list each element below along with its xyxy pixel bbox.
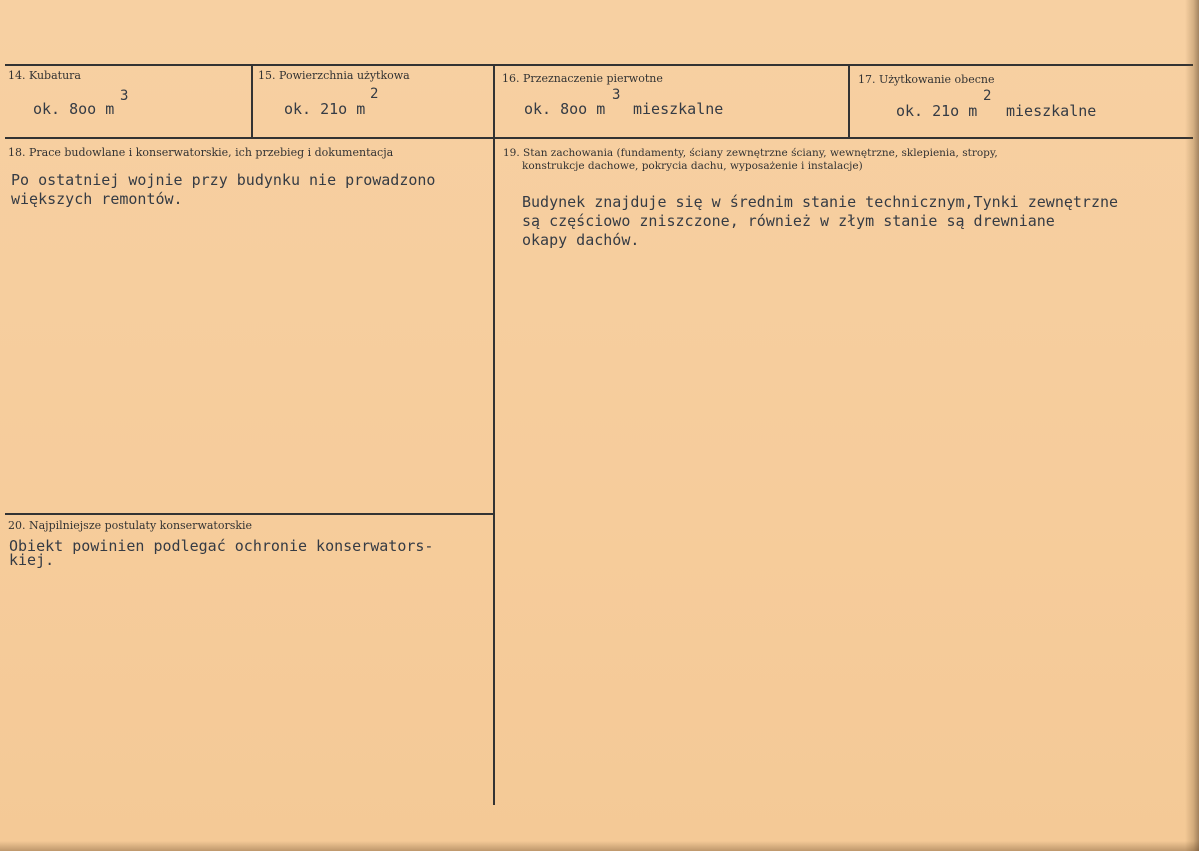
section-divider bbox=[5, 513, 493, 515]
field-19-line-1: Budynek znajduje się w średnim stanie technicznym,Tynki zewnętrzne bbox=[522, 193, 1119, 211]
field-19-line-3: okapy dachów. bbox=[522, 231, 640, 249]
field-20-line-1: Obiekt powinien podlegać ochronie konserwators- bbox=[9, 537, 434, 555]
row-divider bbox=[5, 137, 1193, 139]
field-19-label-1: 19. Stan zachowania (fundamenty, ściany zewnętrzne ściany, wewnętrzne, sklepienia, stropy, bbox=[503, 147, 998, 159]
field-14-label: 14. Kubatura bbox=[8, 69, 81, 82]
field-18-line-1: Po ostatniej wojnie przy budynku nie prowadzono bbox=[11, 171, 436, 189]
field-16-purpose: mieszkalne bbox=[633, 100, 724, 118]
field-15-sup: 2 bbox=[370, 86, 379, 102]
col-divider-2 bbox=[493, 65, 495, 805]
card-bottom-shadow bbox=[0, 841, 1199, 851]
field-15-label: 15. Powierzchnia użytkowa bbox=[258, 69, 410, 82]
field-17-value: ok. 21o m bbox=[896, 102, 978, 120]
field-20-line-2: kiej. bbox=[9, 551, 55, 569]
field-16-value: ok. 8oo m bbox=[524, 100, 606, 118]
field-17-label: 17. Użytkowanie obecne bbox=[858, 73, 995, 86]
field-16-sup: 3 bbox=[612, 87, 621, 103]
field-14-sup: 3 bbox=[120, 88, 129, 104]
field-19-label-2: konstrukcje dachowe, pokrycia dachu, wyposażenie i instalacje) bbox=[522, 160, 863, 172]
col-divider-3 bbox=[848, 65, 850, 138]
col-divider-1 bbox=[251, 65, 253, 138]
top-rule bbox=[5, 64, 1193, 66]
field-18-label: 18. Prace budowlane i konserwatorskie, ich przebieg i dokumentacja bbox=[8, 146, 394, 159]
field-17-use: mieszkalne bbox=[1006, 102, 1097, 120]
field-14-value: ok. 8oo m bbox=[33, 100, 115, 118]
field-16-label: 16. Przeznaczenie pierwotne bbox=[502, 72, 663, 85]
field-17-sup: 2 bbox=[983, 88, 992, 104]
card-edge-shadow bbox=[1185, 0, 1199, 851]
field-19-line-2: są częściowo zniszczone, również w złym stanie są drewniane bbox=[522, 212, 1055, 230]
field-15-value: ok. 21o m bbox=[284, 100, 366, 118]
field-20-label: 20. Najpilniejsze postulaty konserwatorskie bbox=[8, 519, 253, 532]
field-18-line-2: większych remontów. bbox=[11, 190, 183, 208]
